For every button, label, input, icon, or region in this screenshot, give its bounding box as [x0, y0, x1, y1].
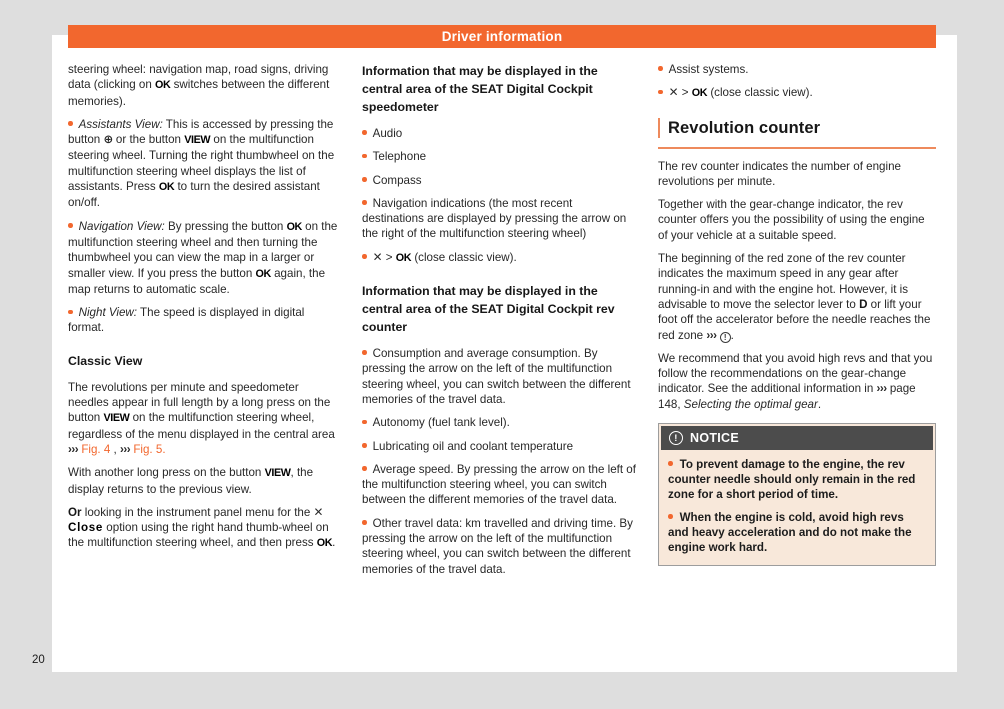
text-segment: Navigation indications (the most recent destinations are displayed by pressing the arrow on the right of the multifunction steering wheel) [362, 196, 627, 241]
bullet-item [362, 196, 636, 242]
column-3 [658, 62, 936, 585]
section-title: Revolution counter [668, 118, 821, 137]
menu-option-label: Close [68, 521, 104, 535]
notice-items-list [668, 457, 926, 555]
notice-box [658, 423, 936, 566]
column-1 [68, 62, 340, 585]
bold-text: Or [68, 505, 82, 519]
text-segment: Lubricating oil and coolant temperature [372, 439, 574, 453]
text-segment: on the multifunction steering wheel, regardless of the menu displayed in the central area [68, 411, 335, 441]
notice-item [668, 457, 926, 502]
speedometer-info-list [362, 126, 636, 266]
bullet-item-navigation-view [68, 219, 340, 297]
bullet-item [658, 85, 936, 101]
bullet-item [362, 415, 636, 430]
text-segment: > [382, 250, 396, 264]
bullet-item-assistants-view [68, 117, 340, 211]
bullet-item [362, 250, 636, 266]
text-segment: The rev counter indicates the number of engine revolutions per minute. [658, 159, 901, 188]
button-key-label: VIEW [184, 134, 211, 147]
section-title-block [658, 118, 936, 149]
text-segment: . [332, 536, 336, 550]
text-segment: option using the right hand thumb-wheel on the multifunction steering wheel, and then press [68, 521, 329, 550]
text-segment: Audio [372, 127, 403, 140]
bullet-item [362, 173, 636, 188]
rev-counter-info-list [362, 346, 636, 577]
text-segment: With another long press on the button [68, 466, 265, 480]
text-segment: We recommend that you avoid high revs and that you follow the recommendations on the gear-change indicator. See the additional information in [658, 351, 933, 396]
text-segment: on the multifunction steering wheel. Turning the right thumbwheel on the multifunction steering wheel displays the list of assistants. Press [68, 133, 335, 194]
page-content [68, 62, 936, 585]
text-segment: Average speed. By pressing the arrow on the left of the multifunction steering wheel, you can switch between the different memories of the travel data. [362, 462, 636, 507]
subheading-classic-view: Classic View [68, 353, 143, 368]
chevron-symbol: ››› [876, 382, 887, 396]
bullet-item [362, 346, 636, 407]
bullet-item [362, 439, 636, 454]
text-segment: This is accessed by pressing the button [68, 117, 334, 147]
bullet-item [658, 62, 936, 77]
emphasis-text: Night View: [78, 306, 138, 320]
remaining-items-list [658, 62, 936, 102]
text-segment: > [678, 86, 692, 100]
text-segment: Compass [372, 173, 422, 187]
view-modes-list [68, 117, 340, 336]
text-segment: to turn the desired assistant on/off. [68, 180, 320, 210]
text-segment: again, the map returns to automatic scale. [68, 266, 326, 296]
text-segment: When the engine is cold, avoid high revs and heavy acceleration and do not make the engine work hard. [668, 511, 912, 555]
notice-header [661, 426, 933, 450]
text-segment: Autonomy (fuel tank level). [372, 416, 510, 430]
text-segment: The beginning of the red zone of the rev counter indicates the maximum speed in any gear after running-in and with the engine hot. However, it is advisable to move the selector lever to [658, 252, 909, 311]
text-segment: , the display returns to the previous view. [68, 466, 314, 496]
text-segment: To prevent damage to the engine, the rev counter needle should only remain in the red zone for a short period of time. [668, 458, 916, 502]
cross-reference-link[interactable]: Fig. 4 [81, 442, 111, 456]
cross-reference-link[interactable]: Fig. 5. [133, 442, 166, 456]
notice-item [668, 510, 926, 555]
text-segment: or lift your foot off the accelerator before the needle reaches the red zone [658, 297, 931, 342]
text-segment: The speed is displayed in digital format. [68, 306, 305, 335]
text-segment [716, 329, 719, 342]
paragraph [658, 197, 936, 243]
text-segment: Telephone [372, 150, 427, 164]
column-2 [362, 62, 636, 585]
chevron-symbol: ››› [68, 442, 79, 456]
warning-icon: ! [720, 332, 731, 343]
text-segment: on the multifunction steering wheel and then turning the thumbwheel you can view the map in a larger or smaller view. If you press the button [68, 219, 338, 280]
paragraph [658, 251, 936, 343]
chevron-symbol: ››› [120, 442, 131, 456]
page-number: 20 [32, 654, 45, 666]
paragraph [68, 380, 340, 457]
subheading-speedometer-info: Information that may be displayed in the central area of the SEAT Digital Cockpit speedometer [362, 64, 598, 114]
bullet-item [362, 149, 636, 164]
bullet-item-night-view [68, 305, 340, 336]
text-segment: The revolutions per minute and speedometer needles appear in full length by a long press on the button [68, 380, 331, 425]
notice-body [659, 450, 935, 565]
close-icon: ✕ [313, 504, 324, 519]
text-segment: Other travel data: km travelled and driving time. By pressing the arrow on the left of the multifunction steering wheel, you can switch between the different memories of the travel data. [362, 516, 633, 576]
bullet-item [362, 516, 636, 577]
text-segment: Assist systems. [668, 63, 749, 76]
bold-text: D [859, 297, 868, 311]
text-segment: steering wheel: navigation map, road signs, driving data (clicking on [68, 63, 329, 92]
paragraph [68, 465, 340, 497]
button-key-label: OK [316, 537, 333, 550]
text-segment: By pressing the button [164, 219, 287, 233]
text-segment: . [817, 397, 822, 411]
emphasis-text: Navigation View: [78, 219, 165, 233]
bullet-item [362, 126, 636, 141]
emphasis-text: Assistants View: [78, 117, 163, 131]
paragraph [658, 351, 936, 412]
button-key-label: OK [286, 220, 302, 233]
text-segment: , [110, 442, 120, 456]
close-icon: ✕ [668, 85, 679, 100]
section-header-bar [68, 25, 936, 48]
text-segment: page 148, [658, 382, 916, 411]
paragraph [68, 505, 340, 552]
chevron-symbol: ››› [706, 328, 717, 342]
button-key-label: VIEW [103, 412, 130, 425]
notice-title: NOTICE [690, 431, 740, 446]
text-segment: Consumption and average consumption. By pressing the arrow on the left of the multifunction steering wheel, you can switch between the different memories of the travel data. [362, 347, 631, 406]
paragraph [68, 62, 340, 109]
subheading-rev-counter-info: Information that may be displayed in the central area of the SEAT Digital Cockpit rev counter [362, 284, 615, 335]
emphasis-text: Selecting the optimal gear [683, 397, 818, 411]
button-key-label: OK [155, 79, 171, 92]
text-segment: looking in the instrument panel menu for the [81, 505, 314, 519]
text-segment: switches between the different memories). [68, 78, 330, 108]
text-segment: (close classic view). [707, 86, 813, 100]
chevron-symbol: ⊕ [103, 133, 113, 147]
button-key-label: OK [395, 251, 412, 264]
text-segment: (close classic view). [411, 250, 517, 264]
bullet-item [362, 462, 636, 508]
text-segment: or the button [112, 133, 185, 147]
section-header-title: Driver information [441, 29, 563, 44]
button-key-label: VIEW [264, 467, 291, 480]
button-key-label: OK [158, 181, 175, 194]
button-key-label: OK [255, 267, 271, 280]
text-segment: . [730, 328, 734, 342]
paragraph [658, 159, 936, 190]
close-icon: ✕ [372, 249, 383, 264]
button-key-label: OK [691, 87, 708, 100]
text-segment: Together with the gear-change indicator, the rev counter offers you the possibility of using the engine of your vehicle at a suitable speed. [658, 198, 925, 242]
warning-icon: ! [669, 431, 683, 445]
